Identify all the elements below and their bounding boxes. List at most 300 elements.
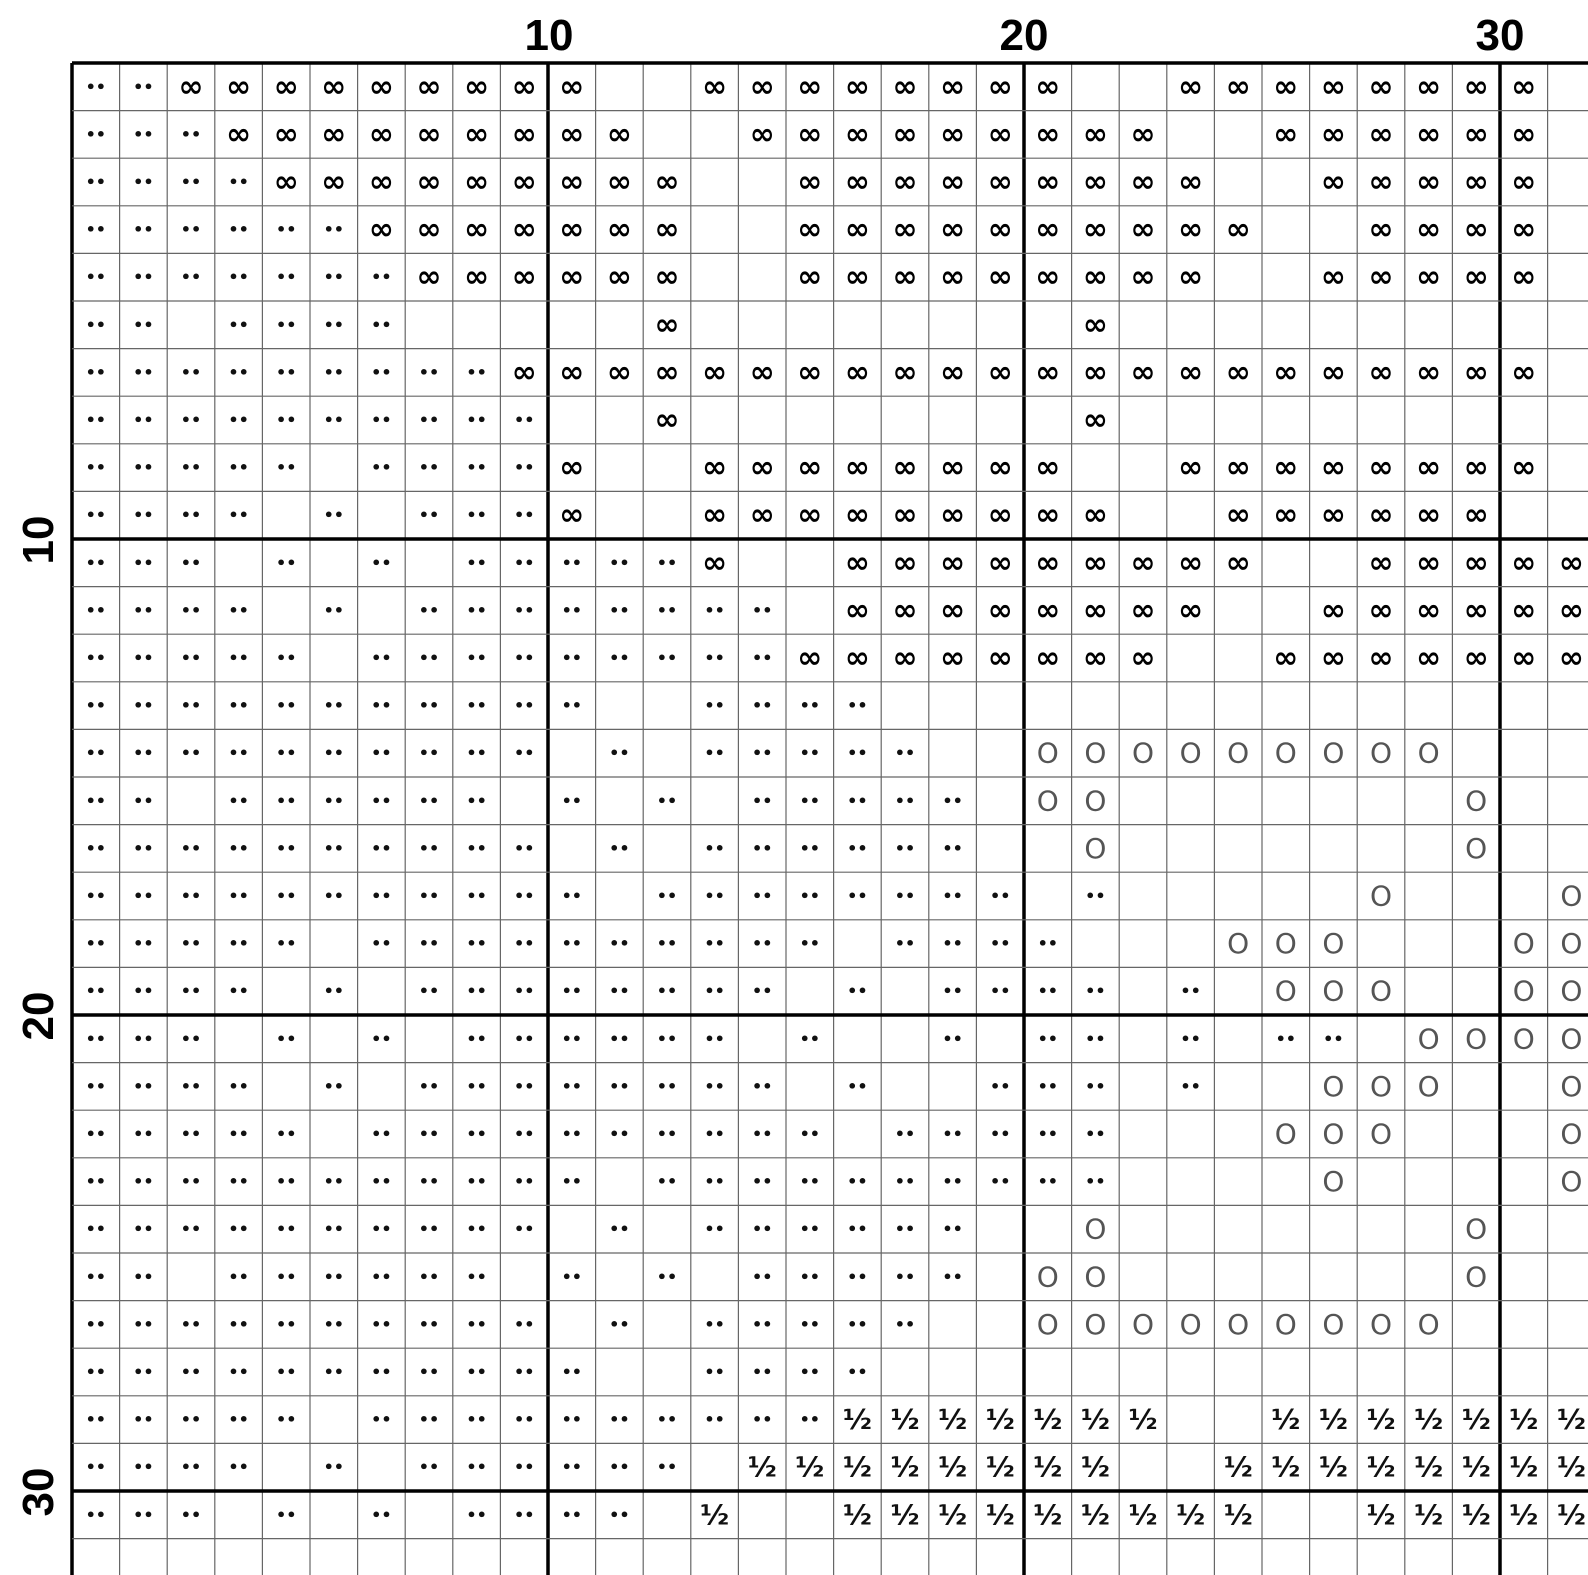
dots-symbol: •• [894,791,916,811]
infinity-symbol: ∞ [797,259,823,295]
circle-symbol: O [1322,974,1345,1008]
infinity-symbol: ∞ [1416,259,1442,295]
circle-symbol: O [1322,736,1345,770]
dots-symbol: •• [228,1314,249,1334]
dots-symbol: •• [133,934,154,954]
infinity-symbol: ∞ [702,69,728,105]
infinity-symbol: ∞ [559,212,585,248]
circle-symbol: O [1322,1069,1345,1103]
dots-symbol: •• [180,267,202,287]
dots-symbol: •• [133,696,154,716]
dots-symbol: •• [180,838,202,858]
infinity-symbol: ∞ [844,450,870,486]
dots-symbol: •• [656,600,678,620]
dots-symbol: •• [323,315,345,335]
dots-symbol: •• [466,1076,487,1096]
dots-symbol: •• [85,838,107,858]
infinity-symbol: ∞ [892,212,918,248]
dots-symbol: •• [561,553,583,573]
dots-symbol: •• [609,1124,630,1144]
infinity-symbol: ∞ [844,212,870,248]
dots-symbol: •• [323,600,345,620]
infinity-symbol: ∞ [892,164,918,200]
dots-symbol: •• [228,410,249,430]
dots-symbol: •• [180,124,202,144]
infinity-symbol: ∞ [940,116,966,152]
dots-symbol: •• [799,1219,821,1239]
half-symbol: ½ [890,1498,920,1532]
dots-symbol: •• [513,1314,535,1334]
dots-symbol: •• [418,1267,440,1287]
half-symbol: ½ [1080,1403,1110,1437]
circle-symbol: O [1369,736,1393,770]
infinity-symbol: ∞ [702,450,728,486]
infinity-symbol: ∞ [1368,354,1394,390]
infinity-symbol: ∞ [1463,69,1489,105]
dots-symbol: •• [275,648,297,668]
infinity-symbol: ∞ [368,69,394,105]
dots-symbol: •• [561,1124,583,1144]
dots-symbol: •• [466,838,487,858]
half-symbol: ½ [795,1450,825,1484]
column-label-10: 10 [524,11,574,60]
dots-symbol: •• [751,934,773,954]
dots-symbol: •• [133,1457,154,1477]
dots-symbol: •• [656,1267,678,1287]
dots-symbol: •• [275,934,297,954]
infinity-symbol: ∞ [1368,259,1394,295]
dots-symbol: •• [466,886,487,906]
infinity-symbol: ∞ [1035,592,1061,628]
dots-symbol: •• [371,1029,392,1049]
infinity-symbol: ∞ [844,69,870,105]
dots-symbol: •• [942,838,963,858]
infinity-symbol: ∞ [892,354,918,390]
dots-symbol: •• [561,791,583,811]
infinity-symbol: ∞ [1320,640,1346,676]
circle-symbol: O [1227,1307,1250,1341]
dots-symbol: •• [133,1362,154,1382]
infinity-symbol: ∞ [559,164,585,200]
dots-symbol: •• [466,1362,487,1382]
dots-symbol: •• [847,1076,868,1096]
dots-symbol: •• [133,553,154,573]
circle-symbol: O [1036,784,1059,818]
dots-symbol: •• [1085,1124,1106,1144]
half-symbol: ½ [1366,1403,1396,1437]
infinity-symbol: ∞ [606,354,632,390]
dots-symbol: •• [561,886,583,906]
dots-symbol: •• [1037,1172,1059,1192]
dots-symbol: •• [751,886,773,906]
dots-symbol: •• [513,505,535,525]
dots-symbol: •• [466,1172,487,1192]
dots-symbol: •• [228,505,249,525]
circle-symbol: O [1322,1307,1345,1341]
dots-symbol: •• [275,1029,297,1049]
infinity-symbol: ∞ [1368,69,1394,105]
dots-symbol: •• [133,648,154,668]
dots-symbol: •• [275,410,297,430]
dots-symbol: •• [751,743,773,763]
dots-symbol: •• [513,410,535,430]
dots-symbol: •• [561,1505,583,1525]
dots-symbol: •• [513,553,535,573]
half-symbol: ½ [938,1450,968,1484]
dots-symbol: •• [228,1076,249,1096]
dots-symbol: •• [180,172,202,192]
infinity-symbol: ∞ [226,69,252,105]
infinity-symbol: ∞ [559,354,585,390]
infinity-symbol: ∞ [654,402,680,438]
infinity-symbol: ∞ [987,545,1013,581]
dots-symbol: •• [371,886,392,906]
dots-symbol: •• [704,1172,725,1192]
dots-symbol: •• [371,838,392,858]
infinity-symbol: ∞ [987,259,1013,295]
dots-symbol: •• [85,1076,107,1096]
dots-symbol: •• [751,791,773,811]
dots-symbol: •• [847,1362,868,1382]
dots-symbol: •• [323,1219,345,1239]
dots-symbol: •• [609,1505,630,1525]
dots-symbol: •• [894,838,916,858]
infinity-symbol: ∞ [1082,116,1108,152]
half-symbol: ½ [890,1450,920,1484]
dots-symbol: •• [1037,934,1059,954]
infinity-symbol: ∞ [464,69,490,105]
infinity-symbol: ∞ [1178,545,1204,581]
dots-symbol: •• [133,981,154,1001]
dots-symbol: •• [751,1124,773,1144]
infinity-symbol: ∞ [178,69,204,105]
dots-symbol: •• [1180,1029,1201,1049]
dots-symbol: •• [275,553,297,573]
infinity-symbol: ∞ [1511,450,1537,486]
dots-symbol: •• [323,1172,345,1192]
infinity-symbol: ∞ [368,116,394,152]
dots-symbol: •• [275,458,297,478]
circle-symbol: O [1465,831,1488,865]
dots-symbol: •• [371,791,392,811]
infinity-symbol: ∞ [797,69,823,105]
dots-symbol: •• [275,1362,297,1382]
infinity-symbol: ∞ [1082,640,1108,676]
dots-symbol: •• [799,1124,821,1144]
dots-symbol: •• [609,1314,630,1334]
dots-symbol: •• [133,77,154,97]
infinity-symbol: ∞ [1130,259,1156,295]
infinity-symbol: ∞ [273,69,299,105]
dots-symbol: •• [513,1410,535,1430]
infinity-symbol: ∞ [1130,640,1156,676]
infinity-symbol: ∞ [797,450,823,486]
dots-symbol: •• [418,886,440,906]
dots-symbol: •• [513,1219,535,1239]
row-label-10: 10 [14,515,63,565]
infinity-symbol: ∞ [1463,164,1489,200]
infinity-symbol: ∞ [559,497,585,533]
dots-symbol: •• [799,934,821,954]
infinity-symbol: ∞ [464,164,490,200]
circle-symbol: O [1560,1022,1583,1056]
dots-symbol: •• [466,505,487,525]
dots-symbol: •• [180,362,202,382]
infinity-symbol: ∞ [273,116,299,152]
dots-symbol: •• [466,934,487,954]
dots-symbol: •• [609,1457,630,1477]
dots-symbol: •• [85,791,107,811]
row-label-30: 30 [14,1467,63,1517]
dots-symbol: •• [466,743,487,763]
dots-symbol: •• [85,1124,107,1144]
dots-symbol: •• [418,1076,440,1096]
dots-symbol: •• [275,362,297,382]
circle-symbol: O [1465,1022,1488,1056]
infinity-symbol: ∞ [987,212,1013,248]
infinity-symbol: ∞ [511,259,537,295]
dots-symbol: •• [371,743,392,763]
infinity-symbol: ∞ [1035,164,1061,200]
infinity-symbol: ∞ [1225,354,1251,390]
infinity-symbol: ∞ [1463,592,1489,628]
half-symbol: ½ [1509,1450,1539,1484]
half-symbol: ½ [985,1450,1015,1484]
dots-symbol: •• [323,886,345,906]
circle-symbol: O [1036,1307,1059,1341]
half-symbol: ½ [1509,1403,1539,1437]
infinity-symbol: ∞ [1463,259,1489,295]
dots-symbol: •• [133,1029,154,1049]
infinity-symbol: ∞ [1463,116,1489,152]
infinity-symbol: ∞ [749,116,775,152]
circle-symbol: O [1084,1212,1107,1246]
dots-symbol: •• [466,410,487,430]
dots-symbol: •• [418,1124,440,1144]
dots-symbol: •• [989,1172,1011,1192]
half-symbol: ½ [1556,1498,1586,1532]
dots-symbol: •• [704,1124,725,1144]
dots-symbol: •• [894,1267,916,1287]
dots-symbol: •• [847,1219,868,1239]
circle-symbol: O [1322,1165,1345,1199]
half-symbol: ½ [1366,1450,1396,1484]
dots-symbol: •• [799,886,821,906]
dots-symbol: •• [228,172,249,192]
infinity-symbol: ∞ [987,497,1013,533]
dots-symbol: •• [561,696,583,716]
circle-symbol: O [1465,1260,1488,1294]
dots-symbol: •• [656,1124,678,1144]
dots-symbol: •• [275,838,297,858]
infinity-symbol: ∞ [1035,212,1061,248]
circle-symbol: O [1369,879,1393,913]
dots-symbol: •• [656,791,678,811]
dots-symbol: •• [133,410,154,430]
dots-symbol: •• [1037,1076,1059,1096]
dots-symbol: •• [180,981,202,1001]
dots-symbol: •• [275,1505,297,1525]
infinity-symbol: ∞ [1368,497,1394,533]
infinity-symbol: ∞ [1082,307,1108,343]
dots-symbol: •• [466,696,487,716]
half-symbol: ½ [1461,1450,1491,1484]
dots-symbol: •• [180,1505,202,1525]
dots-symbol: •• [133,505,154,525]
dots-symbol: •• [228,458,249,478]
column-label-30: 30 [1475,11,1525,60]
dots-symbol: •• [799,1362,821,1382]
dots-symbol: •• [1037,1029,1059,1049]
circle-symbol: O [1369,1307,1393,1341]
dots-symbol: •• [275,1124,297,1144]
infinity-symbol: ∞ [797,212,823,248]
infinity-symbol: ∞ [1368,450,1394,486]
infinity-symbol: ∞ [1558,592,1584,628]
half-symbol: ½ [1271,1403,1301,1437]
infinity-symbol: ∞ [654,164,680,200]
half-symbol: ½ [1128,1498,1158,1532]
dots-symbol: •• [704,838,725,858]
dots-symbol: •• [847,791,868,811]
half-symbol: ½ [842,1498,872,1532]
dots-symbol: •• [418,838,440,858]
dots-symbol: •• [323,505,345,525]
dots-symbol: •• [609,981,630,1001]
half-symbol: ½ [1461,1403,1491,1437]
dots-symbol: •• [847,1172,868,1192]
dots-symbol: •• [323,410,345,430]
dots-symbol: •• [133,220,154,240]
half-symbol: ½ [938,1403,968,1437]
dots-symbol: •• [1037,1124,1059,1144]
dots-symbol: •• [418,1172,440,1192]
dots-symbol: •• [85,886,107,906]
circle-symbol: O [1084,784,1107,818]
infinity-symbol: ∞ [1463,354,1489,390]
dots-symbol: •• [609,743,630,763]
infinity-symbol: ∞ [1082,545,1108,581]
dots-symbol: •• [85,600,107,620]
circle-symbol: O [1084,831,1107,865]
dots-symbol: •• [704,1410,725,1430]
dots-symbol: •• [85,1410,107,1430]
dots-symbol: •• [371,267,392,287]
dots-symbol: •• [894,886,916,906]
dots-symbol: •• [180,648,202,668]
half-symbol: ½ [985,1403,1015,1437]
dots-symbol: •• [133,1505,154,1525]
infinity-symbol: ∞ [702,497,728,533]
dots-symbol: •• [85,934,107,954]
infinity-symbol: ∞ [940,497,966,533]
half-symbol: ½ [700,1498,730,1532]
dots-symbol: •• [704,981,725,1001]
dots-symbol: •• [180,553,202,573]
half-symbol: ½ [1556,1450,1586,1484]
half-symbol: ½ [1318,1450,1348,1484]
dots-symbol: •• [704,934,725,954]
half-symbol: ½ [985,1498,1015,1532]
dots-symbol: •• [513,743,535,763]
half-symbol: ½ [890,1403,920,1437]
dots-symbol: •• [133,1410,154,1430]
dots-symbol: •• [989,981,1011,1001]
dots-symbol: •• [180,458,202,478]
dots-symbol: •• [513,886,535,906]
infinity-symbol: ∞ [654,259,680,295]
infinity-symbol: ∞ [844,592,870,628]
circle-symbol: O [1369,1069,1393,1103]
infinity-symbol: ∞ [1320,116,1346,152]
infinity-symbol: ∞ [1416,640,1442,676]
dots-symbol: •• [418,458,440,478]
infinity-symbol: ∞ [1082,592,1108,628]
dots-symbol: •• [751,1076,773,1096]
dots-symbol: •• [942,1172,963,1192]
dots-symbol: •• [942,886,963,906]
infinity-symbol: ∞ [797,354,823,390]
dots-symbol: •• [894,934,916,954]
dots-symbol: •• [371,315,392,335]
dots-symbol: •• [513,696,535,716]
infinity-symbol: ∞ [1320,259,1346,295]
dots-symbol: •• [1275,1029,1297,1049]
dots-symbol: •• [180,600,202,620]
infinity-symbol: ∞ [749,354,775,390]
dots-symbol: •• [609,934,630,954]
dots-symbol: •• [371,1410,392,1430]
dots-symbol: •• [799,1029,821,1049]
half-symbol: ½ [1176,1498,1206,1532]
infinity-symbol: ∞ [1035,450,1061,486]
infinity-symbol: ∞ [844,354,870,390]
infinity-symbol: ∞ [1511,164,1537,200]
dots-symbol: •• [989,934,1011,954]
dots-symbol: •• [85,410,107,430]
circle-symbol: O [1512,974,1535,1008]
infinity-symbol: ∞ [1130,545,1156,581]
circle-symbol: O [1227,927,1250,961]
dots-symbol: •• [513,1457,535,1477]
dots-symbol: •• [180,1457,202,1477]
half-symbol: ½ [1128,1403,1158,1437]
infinity-symbol: ∞ [1511,545,1537,581]
dots-symbol: •• [133,600,154,620]
dots-symbol: •• [418,600,440,620]
half-symbol: ½ [1080,1450,1110,1484]
dots-symbol: •• [85,267,107,287]
circle-symbol: O [1512,1022,1535,1056]
dots-symbol: •• [85,743,107,763]
infinity-symbol: ∞ [273,164,299,200]
infinity-symbol: ∞ [1130,116,1156,152]
circle-symbol: O [1274,974,1297,1008]
dots-symbol: •• [466,981,487,1001]
dots-symbol: •• [656,553,678,573]
dots-symbol: •• [989,886,1011,906]
half-symbol: ½ [938,1498,968,1532]
infinity-symbol: ∞ [464,116,490,152]
dots-symbol: •• [371,1314,392,1334]
infinity-symbol: ∞ [511,212,537,248]
infinity-symbol: ∞ [749,450,775,486]
infinity-symbol: ∞ [749,497,775,533]
infinity-symbol: ∞ [1178,450,1204,486]
infinity-symbol: ∞ [844,640,870,676]
infinity-symbol: ∞ [1225,212,1251,248]
dots-symbol: •• [799,1314,821,1334]
